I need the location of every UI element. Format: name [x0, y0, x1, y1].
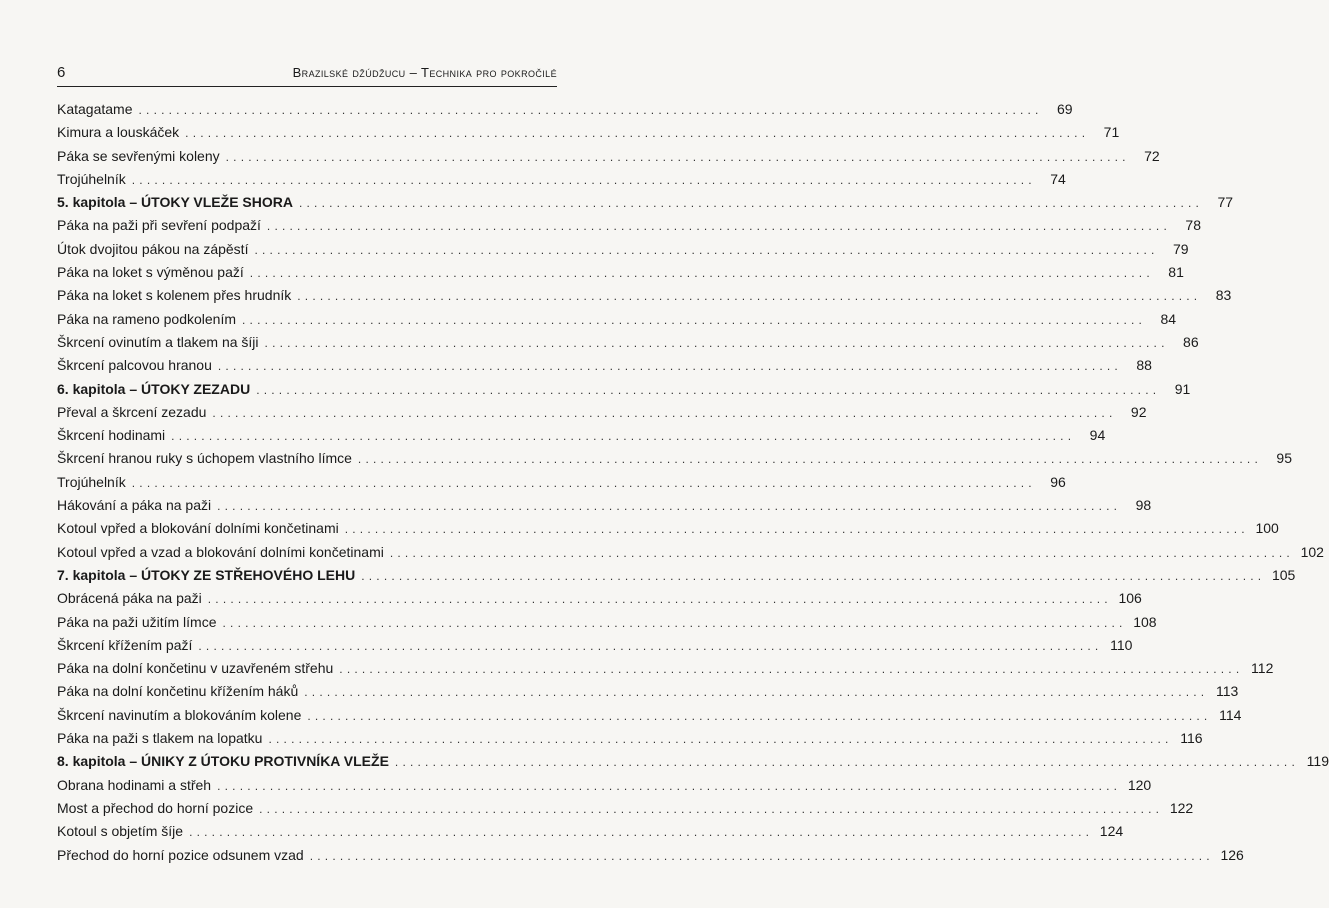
entry-title: Katagatame	[57, 101, 133, 117]
entry-title: Páka na paži při sevření podpaží	[57, 217, 261, 234]
entry-page-number: 71	[1103, 124, 1120, 141]
entry-page-number: 116	[1180, 730, 1203, 747]
entry-page-number: 72	[1144, 147, 1160, 164]
entry-title: Kotoul s objetím šíje	[57, 823, 184, 840]
entry-page-number: 84	[1160, 310, 1177, 327]
page-header	[57, 62, 557, 87]
entry-page-number: 77	[1217, 194, 1234, 211]
toc-chapter-row	[57, 191, 1234, 214]
dot-leader: ........................................................................................................................	[298, 196, 1204, 211]
entry-title: Škrcení křížením paží	[57, 636, 193, 653]
entry-title: Kimura a louskáček	[57, 124, 180, 141]
toc-entry-row	[57, 774, 1152, 797]
entry-page-number: 102	[1300, 543, 1324, 560]
entry-page-number: 95	[1276, 450, 1292, 467]
entry-title: Páka na paži s tlakem na lopatku	[57, 730, 263, 747]
entry-title: Trojúhelník	[57, 170, 126, 187]
entry-title: Přechod do horní pozice odsunem vzad	[57, 846, 304, 863]
dot-leader: ........................................................................................................................	[249, 266, 1154, 281]
toc-chapter-row	[57, 750, 1329, 773]
toc-entry-row	[57, 727, 1203, 750]
dot-leader: ........................................................................................................................	[268, 732, 1173, 747]
entry-page-number: 110	[1110, 636, 1133, 653]
dot-leader: ........................................................................................................................	[207, 592, 1112, 607]
dot-leader: ........................................................................................................................	[254, 242, 1159, 257]
toc-entry-row	[57, 657, 1274, 680]
entry-title: Kotoul vpřed a blokování dolními končetinami	[57, 520, 339, 537]
toc-entry-row	[57, 261, 1184, 284]
chapter-title: 5. kapitola – ÚTOKY VLEŽE SHORA	[57, 194, 293, 211]
dot-leader: ........................................................................................................................	[357, 452, 1262, 467]
toc-entry-row	[57, 820, 1124, 843]
dot-leader: ........................................................................................................................	[297, 289, 1202, 304]
entry-page-number: 119	[1306, 753, 1329, 770]
chapter-title: 8. kapitola – ÚNIKY Z ÚTOKU PROTIVNÍKA VLEŽE	[57, 753, 389, 770]
toc-entry-row	[57, 517, 1279, 540]
entry-title: Kotoul vpřed a vzad a blokování dolními končetinami	[57, 543, 384, 560]
entry-page-number: 79	[1172, 240, 1189, 257]
page-number: 6	[57, 64, 66, 81]
entry-page-number: 120	[1127, 776, 1152, 793]
dot-leader: ........................................................................................................................	[189, 825, 1094, 840]
dot-leader: ........................................................................................................................	[304, 685, 1209, 700]
toc-entry-row	[57, 424, 1106, 447]
entry-title: Převal a škrcení zezadu	[57, 403, 207, 420]
toc-entry-row	[57, 121, 1120, 144]
entry-title: Škrcení hodinami	[57, 427, 166, 444]
dot-leader: ........................................................................................................................	[309, 848, 1214, 863]
entry-page-number: 98	[1135, 497, 1152, 514]
toc-entry-row	[57, 447, 1292, 470]
entry-title: Páka na rameno podkolením	[57, 310, 236, 327]
entry-page-number: 83	[1215, 287, 1232, 304]
entry-page-number: 122	[1169, 799, 1194, 816]
entry-title: Škrcení hranou ruky s úchopem vlastního límce	[57, 450, 352, 467]
entry-title: Most a přechod do horní pozice	[57, 799, 254, 816]
dot-leader: ........................................................................................................................	[138, 103, 1043, 117]
toc-entry-row	[57, 634, 1133, 657]
entry-page-number: 112	[1251, 660, 1274, 677]
entry-title: Hákování a páka na paži	[57, 497, 212, 514]
dot-leader: ........................................................................................................................	[131, 172, 1036, 187]
toc-entry-row	[57, 471, 1066, 494]
dot-leader: ........................................................................................................................	[344, 522, 1249, 537]
dot-leader: ........................................................................................................................	[217, 499, 1122, 514]
entry-page-number: 92	[1130, 403, 1147, 420]
dot-leader: ........................................................................................................................	[222, 615, 1127, 630]
entry-page-number: 124	[1099, 823, 1124, 840]
toc-entry-row	[57, 308, 1177, 331]
toc-entry-row	[57, 98, 1073, 121]
entry-title: Útok dvojitou pákou na zápěstí	[57, 240, 249, 257]
dot-leader: ........................................................................................................................	[185, 126, 1090, 141]
toc-entry-row	[57, 214, 1201, 237]
toc-entry-row	[57, 238, 1189, 261]
chapter-title: 7. kapitola – ÚTOKY ZE STŘEHOVÉHO LEHU	[57, 566, 356, 583]
toc-chapter-row	[57, 378, 1191, 401]
dot-leader: ........................................................................................................................	[217, 778, 1122, 793]
toc-entry-row	[57, 797, 1194, 820]
entry-page-number: 88	[1136, 357, 1152, 374]
table-of-contents	[57, 98, 1329, 867]
dot-leader: ........................................................................................................................	[266, 219, 1171, 234]
toc-entry-row	[57, 168, 1066, 191]
toc-entry-row	[57, 611, 1157, 634]
entry-page-number: 114	[1219, 706, 1242, 723]
toc-entry-row	[57, 541, 1324, 564]
entry-page-number: 94	[1089, 427, 1106, 444]
toc-entry-row	[57, 680, 1239, 703]
entry-page-number: 69	[1057, 101, 1073, 117]
entry-title: Páka se sevřenými koleny	[57, 147, 220, 164]
running-title: Brazilské džúdžucu – Technika pro pokročilé	[292, 65, 557, 80]
dot-leader: ........................................................................................................................	[389, 545, 1294, 560]
dot-leader: ........................................................................................................................	[361, 568, 1266, 583]
entry-page-number: 100	[1255, 520, 1279, 537]
dot-leader: ........................................................................................................................	[217, 359, 1122, 374]
toc-entry-row	[57, 354, 1152, 377]
entry-title: Škrcení ovinutím a tlakem na šíji	[57, 333, 259, 350]
dot-leader: ........................................................................................................................	[171, 429, 1076, 444]
entry-page-number: 105	[1271, 566, 1296, 583]
toc-entry-row	[57, 331, 1199, 354]
toc-entry-row	[57, 844, 1244, 867]
entry-title: Obrana hodinami a střeh	[57, 776, 212, 793]
dot-leader: ........................................................................................................................	[339, 662, 1244, 677]
entry-title: Páka na dolní končetinu v uzavřeném střehu	[57, 660, 334, 677]
entry-page-number: 108	[1133, 613, 1157, 630]
entry-page-number: 113	[1216, 683, 1239, 700]
dot-leader: ........................................................................................................................	[242, 312, 1147, 327]
toc-chapter-row	[57, 564, 1296, 587]
entry-page-number: 86	[1183, 333, 1199, 350]
entry-title: Trojúhelník	[57, 473, 126, 490]
entry-page-number: 96	[1050, 473, 1066, 490]
entry-page-number: 78	[1185, 217, 1201, 234]
entry-title: Páka na dolní končetinu křížením háků	[57, 683, 299, 700]
entry-title: Páka na loket s výměnou paží	[57, 264, 244, 281]
toc-entry-row	[57, 401, 1147, 424]
dot-leader: ........................................................................................................................	[131, 475, 1036, 490]
entry-title: Škrcení navinutím a blokováním kolene	[57, 706, 302, 723]
toc-entry-row	[57, 587, 1142, 610]
toc-entry-row	[57, 145, 1160, 168]
dot-leader: ........................................................................................................................	[225, 149, 1130, 164]
dot-leader: ........................................................................................................................	[198, 638, 1103, 653]
dot-leader: ........................................................................................................................	[256, 382, 1161, 397]
toc-entry-row	[57, 494, 1152, 517]
dot-leader: ........................................................................................................................	[259, 801, 1164, 816]
chapter-title: 6. kapitola – ÚTOKY ZEZADU	[57, 380, 251, 397]
dot-leader: ........................................................................................................................	[212, 405, 1117, 420]
entry-page-number: 74	[1050, 170, 1066, 187]
dot-leader: ........................................................................................................................	[307, 708, 1212, 723]
entry-title: Páka na loket s kolenem přes hrudník	[57, 287, 292, 304]
entry-page-number: 106	[1118, 590, 1142, 607]
entry-page-number: 126	[1220, 846, 1244, 863]
entry-page-number: 91	[1174, 380, 1191, 397]
entry-page-number: 81	[1168, 264, 1184, 281]
dot-leader: ........................................................................................................................	[264, 335, 1169, 350]
toc-entry-row	[57, 704, 1242, 727]
toc-entry-row	[57, 284, 1232, 307]
entry-title: Páka na paži užitím límce	[57, 613, 217, 630]
dot-leader: ........................................................................................................................	[394, 755, 1299, 770]
entry-title: Obrácená páka na paži	[57, 590, 202, 607]
entry-title: Škrcení palcovou hranou	[57, 357, 212, 374]
